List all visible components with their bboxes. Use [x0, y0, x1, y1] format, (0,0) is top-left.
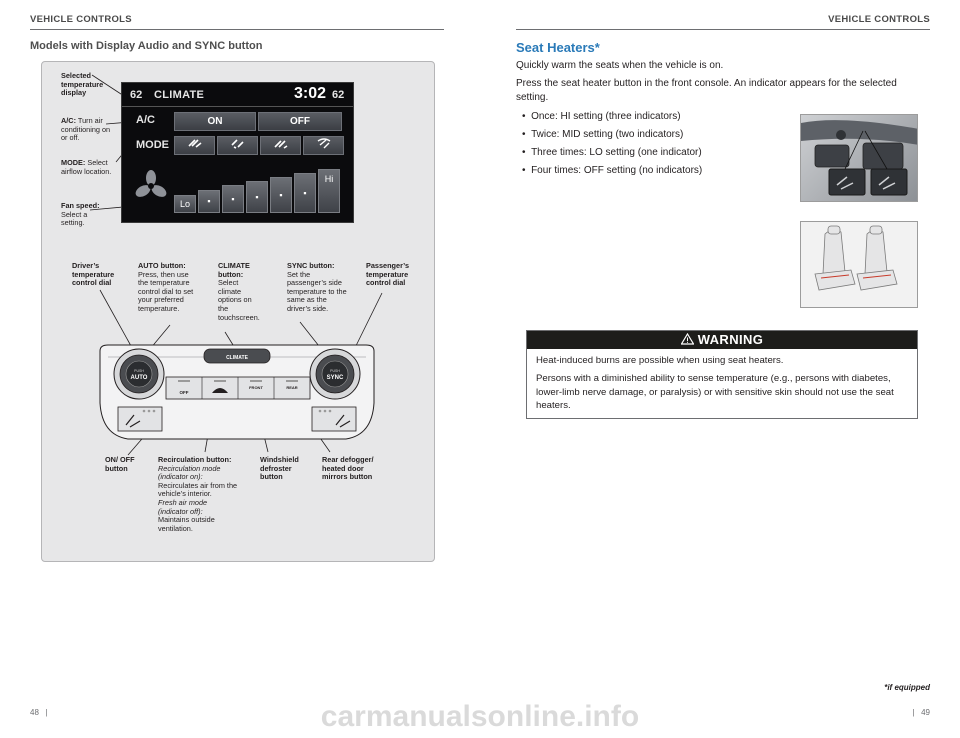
bullet-4: • Four times: OFF setting (no indicators): [522, 165, 703, 176]
callout-recirculation: Recirculation button: Recirculation mode (indicator on): Recirculates air from the vehicle’s interior. Fresh air mode (indicator off): Maintains outside ventilation.: [158, 455, 238, 533]
screen-title: CLIMATE: [154, 89, 205, 101]
screen-ac-label: A/C: [136, 114, 155, 126]
subheading: Models with Display Audio and SYNC button: [30, 40, 263, 52]
mode-floor-button[interactable]: [260, 136, 301, 155]
callout-fan-speed: Fan speed: Select a setting.: [61, 201, 100, 228]
fan-speed-hi[interactable]: Hi: [318, 169, 340, 213]
intro-text: Quickly warm the seats when the vehicle is on.: [516, 60, 724, 71]
mode-floor-defrost-icon: [316, 137, 332, 149]
warning-line-2: Persons with a diminished ability to sense temperature (e.g., persons with diabetes, lower-limb nerve damage, or paralysis) or with sensitive skin should not use the seat heaters.: [536, 373, 894, 412]
warning-box: [526, 330, 918, 419]
page-number-right: | 49: [912, 708, 930, 717]
mode-face-icon: [187, 137, 203, 149]
screen-ac-off-button[interactable]: OFF: [258, 112, 342, 131]
mode-floor-icon: [273, 137, 289, 149]
instruction-text: Press the seat heater button in the front console. An indicator appears for the selected setting.: [516, 78, 897, 103]
header-right: VEHICLE CONTROLS: [828, 14, 930, 25]
callout-sync: SYNC button: Set the passenger’s side temperature to the same as the driver’s side.: [287, 261, 347, 313]
bullet-3: • Three times: LO setting (one indicator): [522, 147, 702, 158]
console-rear-text: REAR: [286, 385, 298, 390]
callout-driver-dial: Driver’s temperature control dial: [72, 261, 115, 288]
callout-climate: CLIMATE button: Select climate options on the touchscreen.: [218, 261, 260, 322]
watermark: carmanualsonline.info: [320, 700, 640, 733]
seat-photo: [800, 221, 918, 308]
console-climate-text: CLIMATE: [226, 355, 248, 361]
screen-temp-left: 62: [130, 89, 143, 101]
callout-ac: A/C: Turn air conditioning on or off.: [61, 116, 111, 143]
mode-face-floor-button[interactable]: [217, 136, 258, 155]
fan-speed-6[interactable]: ▪: [294, 173, 316, 213]
console-sync-push-text: PUSH: [330, 369, 340, 373]
mode-face-floor-icon: [230, 137, 246, 149]
fan-speed-4[interactable]: ▪: [246, 181, 268, 213]
fan-speed-5[interactable]: ▪: [270, 177, 292, 213]
fan-speed-2[interactable]: ▪: [198, 190, 220, 213]
console-auto-text: AUTO: [130, 375, 148, 381]
fan-speed-lo[interactable]: Lo: [174, 195, 196, 213]
callout-onoff: ON/ OFF button: [105, 455, 135, 473]
footnote: *if equipped: [884, 683, 930, 692]
screen-temp-right: 62: [332, 89, 345, 101]
callout-mode: MODE: Select airflow location.: [61, 158, 112, 176]
console-photo-drawing: [801, 115, 918, 202]
climate-touchscreen: [121, 82, 354, 223]
callout-rear-defogger: Rear defogger/ heated door mirrors button: [322, 455, 374, 482]
screen-top-bar: [122, 83, 353, 107]
warning-label: WARNING: [697, 332, 764, 347]
console-sync-text: SYNC: [326, 375, 344, 381]
callout-selected-temp: Selected temperature display: [61, 71, 104, 98]
header-left: VEHICLE CONTROLS: [30, 14, 132, 25]
bullet-1: • Once: HI setting (three indicators): [522, 111, 681, 122]
callout-windshield: Windshield defroster button: [260, 455, 299, 482]
console-auto-push-text: PUSH: [134, 369, 144, 373]
section-title: Seat Heaters*: [516, 40, 600, 55]
console-front-text: FRONT: [249, 385, 263, 390]
bullet-2: • Twice: MID setting (two indicators): [522, 129, 684, 140]
console-onoff-text: OFF: [179, 390, 189, 395]
console-photo: [800, 114, 918, 202]
page-number-left: 48 |: [30, 708, 48, 717]
seat-illustration: [801, 222, 918, 308]
screen-mode-label: MODE: [136, 139, 169, 151]
mode-floor-defrost-button[interactable]: [303, 136, 344, 155]
screen-clock: 3:02: [294, 85, 327, 102]
screen-ac-on-button[interactable]: ON: [174, 112, 256, 131]
climate-control-console: [96, 343, 378, 443]
fan-speed-3[interactable]: ▪: [222, 185, 244, 213]
warning-header: [527, 331, 917, 349]
mode-face-button[interactable]: [174, 136, 215, 155]
warning-triangle-icon: [681, 333, 694, 345]
callout-passenger-dial: Passenger’s temperature control dial: [366, 261, 409, 288]
callout-auto: AUTO button: Press, then use the temperature control dial to set your preferred temperature.: [138, 261, 194, 313]
fan-icon: [134, 169, 168, 203]
warning-line-1: Heat-induced burns are possible when using seat heaters.: [536, 355, 784, 366]
